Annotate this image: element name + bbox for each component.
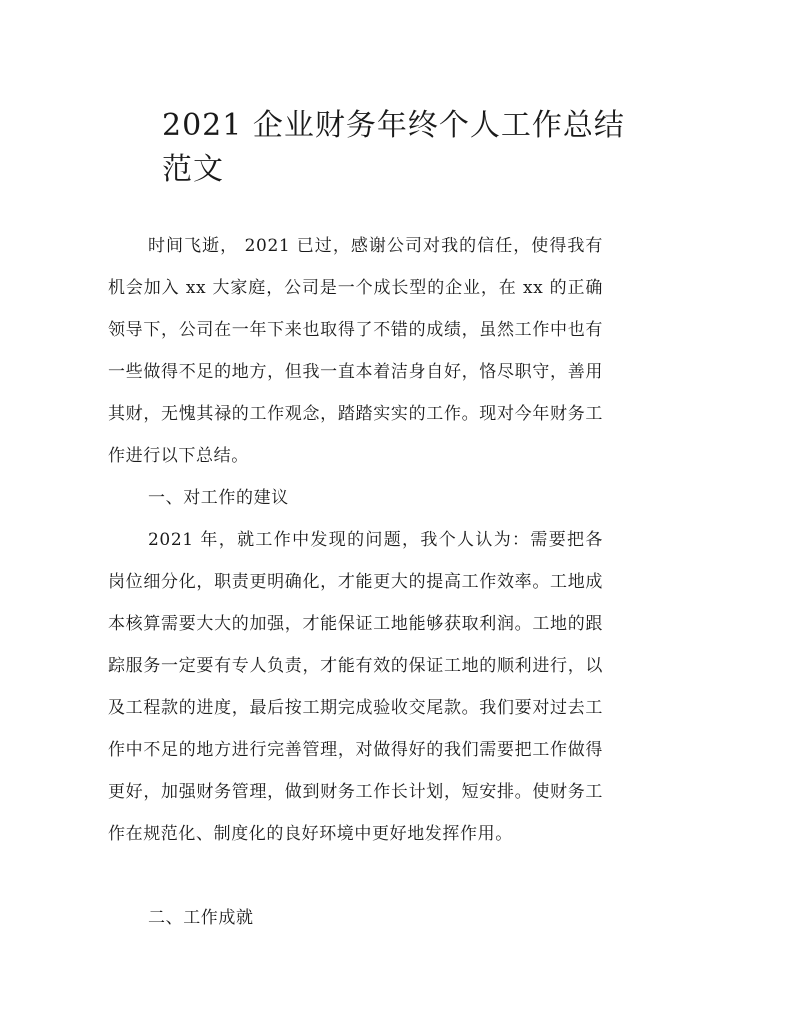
section-2-heading: 二、工作成就: [148, 908, 254, 928]
section-1-paragraph: 2021 年，就工作中发现的问题，我个人认为：需要把各岗位细分化，职责更明确化，才能更大的提高工作效率。工地成本核算需要大大的加强，才能保证工地能够获取利润。工地的跟踪服务一定要有专人负责，才能有效的保证工地的顺利进行，以及工程款的进度，最后按工期完成验收交尾款。我们要对过去工作中不足的地方进行完善管理，对做得好的我们需要把工作做得更好，加强财务管理，做到财务工作长计划，短安排。使财务工作在规范化、制度化的良好环境中更好地发挥作用。: [108, 530, 603, 844]
section-1-heading: 一、对工作的建议: [148, 488, 289, 508]
intro-paragraph: 时间飞逝， 2021 已过，感谢公司对我的信任，使得我有机会加入 xx 大家庭，公司是一个成长型的企业，在 xx 的正确领导下，公司在一年下来也取得了不错的成绩，虽然工作中也有一些做得不足的地方，但我一直本着洁身自好，恪尽职守，善用其财，无愧其禄的工作观念，踏踏实实的工作。现对今年财务工作进行以下总结。: [108, 236, 603, 466]
document-title: 2021 企业财务年终个人工作总结范文: [162, 108, 625, 187]
